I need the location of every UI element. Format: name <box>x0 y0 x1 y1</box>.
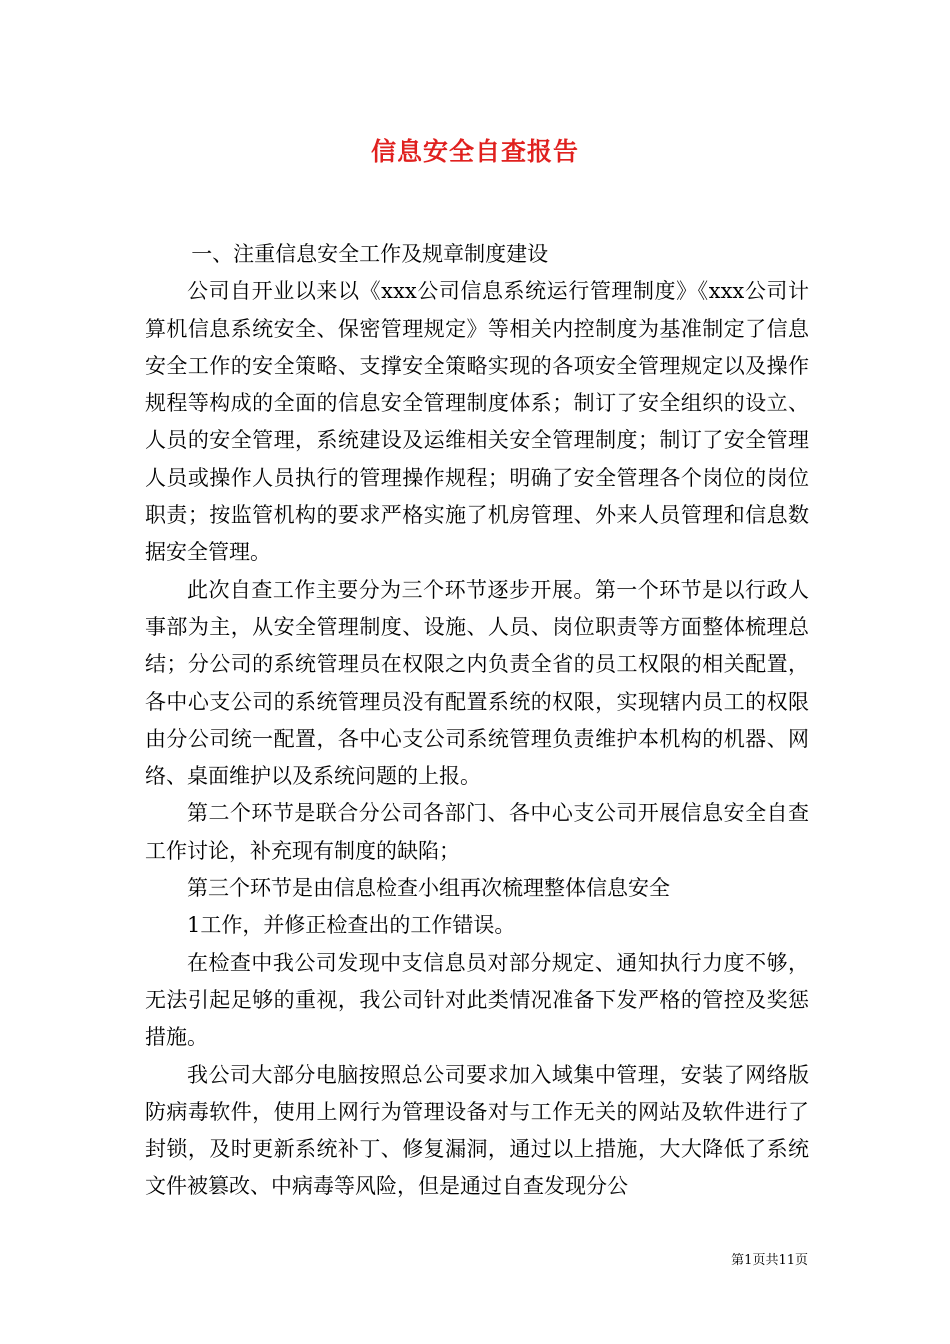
paragraph: 第二个环节是联合分公司各部门、各中心支公司开展信息安全自查工作讨论，补充现有制度的缺陷； <box>145 801 809 863</box>
paragraph: 我公司大部分电脑按照总公司要求加入域集中管理，安装了网络版防病毒软件，使用上网行为管理设备对与工作无关的网站及软件进行了封锁，及时更新系统补丁、修复漏洞，通过以上措施，大大降低了系统文件被篡改、中病毒等风险，但是通过自查发现分公 <box>145 1062 809 1199</box>
paragraph: 1工作，并修正检查出的工作错误。 <box>187 913 516 938</box>
section-heading: 一、注重信息安全工作及规章制度建设 <box>191 242 549 266</box>
page-number-footer: 第1页共11页 <box>731 1253 808 1268</box>
paragraph: 在检查中我公司发现中支信息员对部分规定、通知执行力度不够，无法引起足够的重视，我公司针对此类情况准备下发严格的管控及奖惩措施。 <box>145 950 809 1050</box>
paragraph: 第三个环节是由信息检查小组再次梳理整体信息安全 <box>187 876 670 901</box>
document-body <box>145 236 809 1206</box>
document-title: 信息安全自查报告 <box>370 137 579 166</box>
paragraph: 此次自查工作主要分为三个环节逐步开展。第一个环节是以行政人事部为主，从安全管理制度、设施、人员、岗位职责等方面整体梳理总结；分公司的系统管理员在权限之内负责全省的员工权限的相关配置，各中心支公司的系统管理员没有配置系统的权限，实现辖内员工的权限由分公司统一配置，各中心支公司系统管理负责维护本机构的机器、网络、桌面维护以及系统问题的上报。 <box>145 577 809 789</box>
paragraph: 公司自开业以来以《xxx公司信息系统运行管理制度》《xxx公司计算机信息系统安全、保密管理规定》等相关内控制度为基准制定了信息安全工作的安全策略、支撑安全策略实现的各项安全管理规定以及操作规程等构成的全面的信息安全管理制度体系；制订了安全组织的设立、人员的安全管理，系统建设及运维相关安全管理制度；制订了安全管理人员或操作人员执行的管理操作规程；明确了安全管理各个岗位的岗位职责；按监管机构的要求严格实施了机房管理、外来人员管理和信息数据安全管理。 <box>145 279 809 565</box>
